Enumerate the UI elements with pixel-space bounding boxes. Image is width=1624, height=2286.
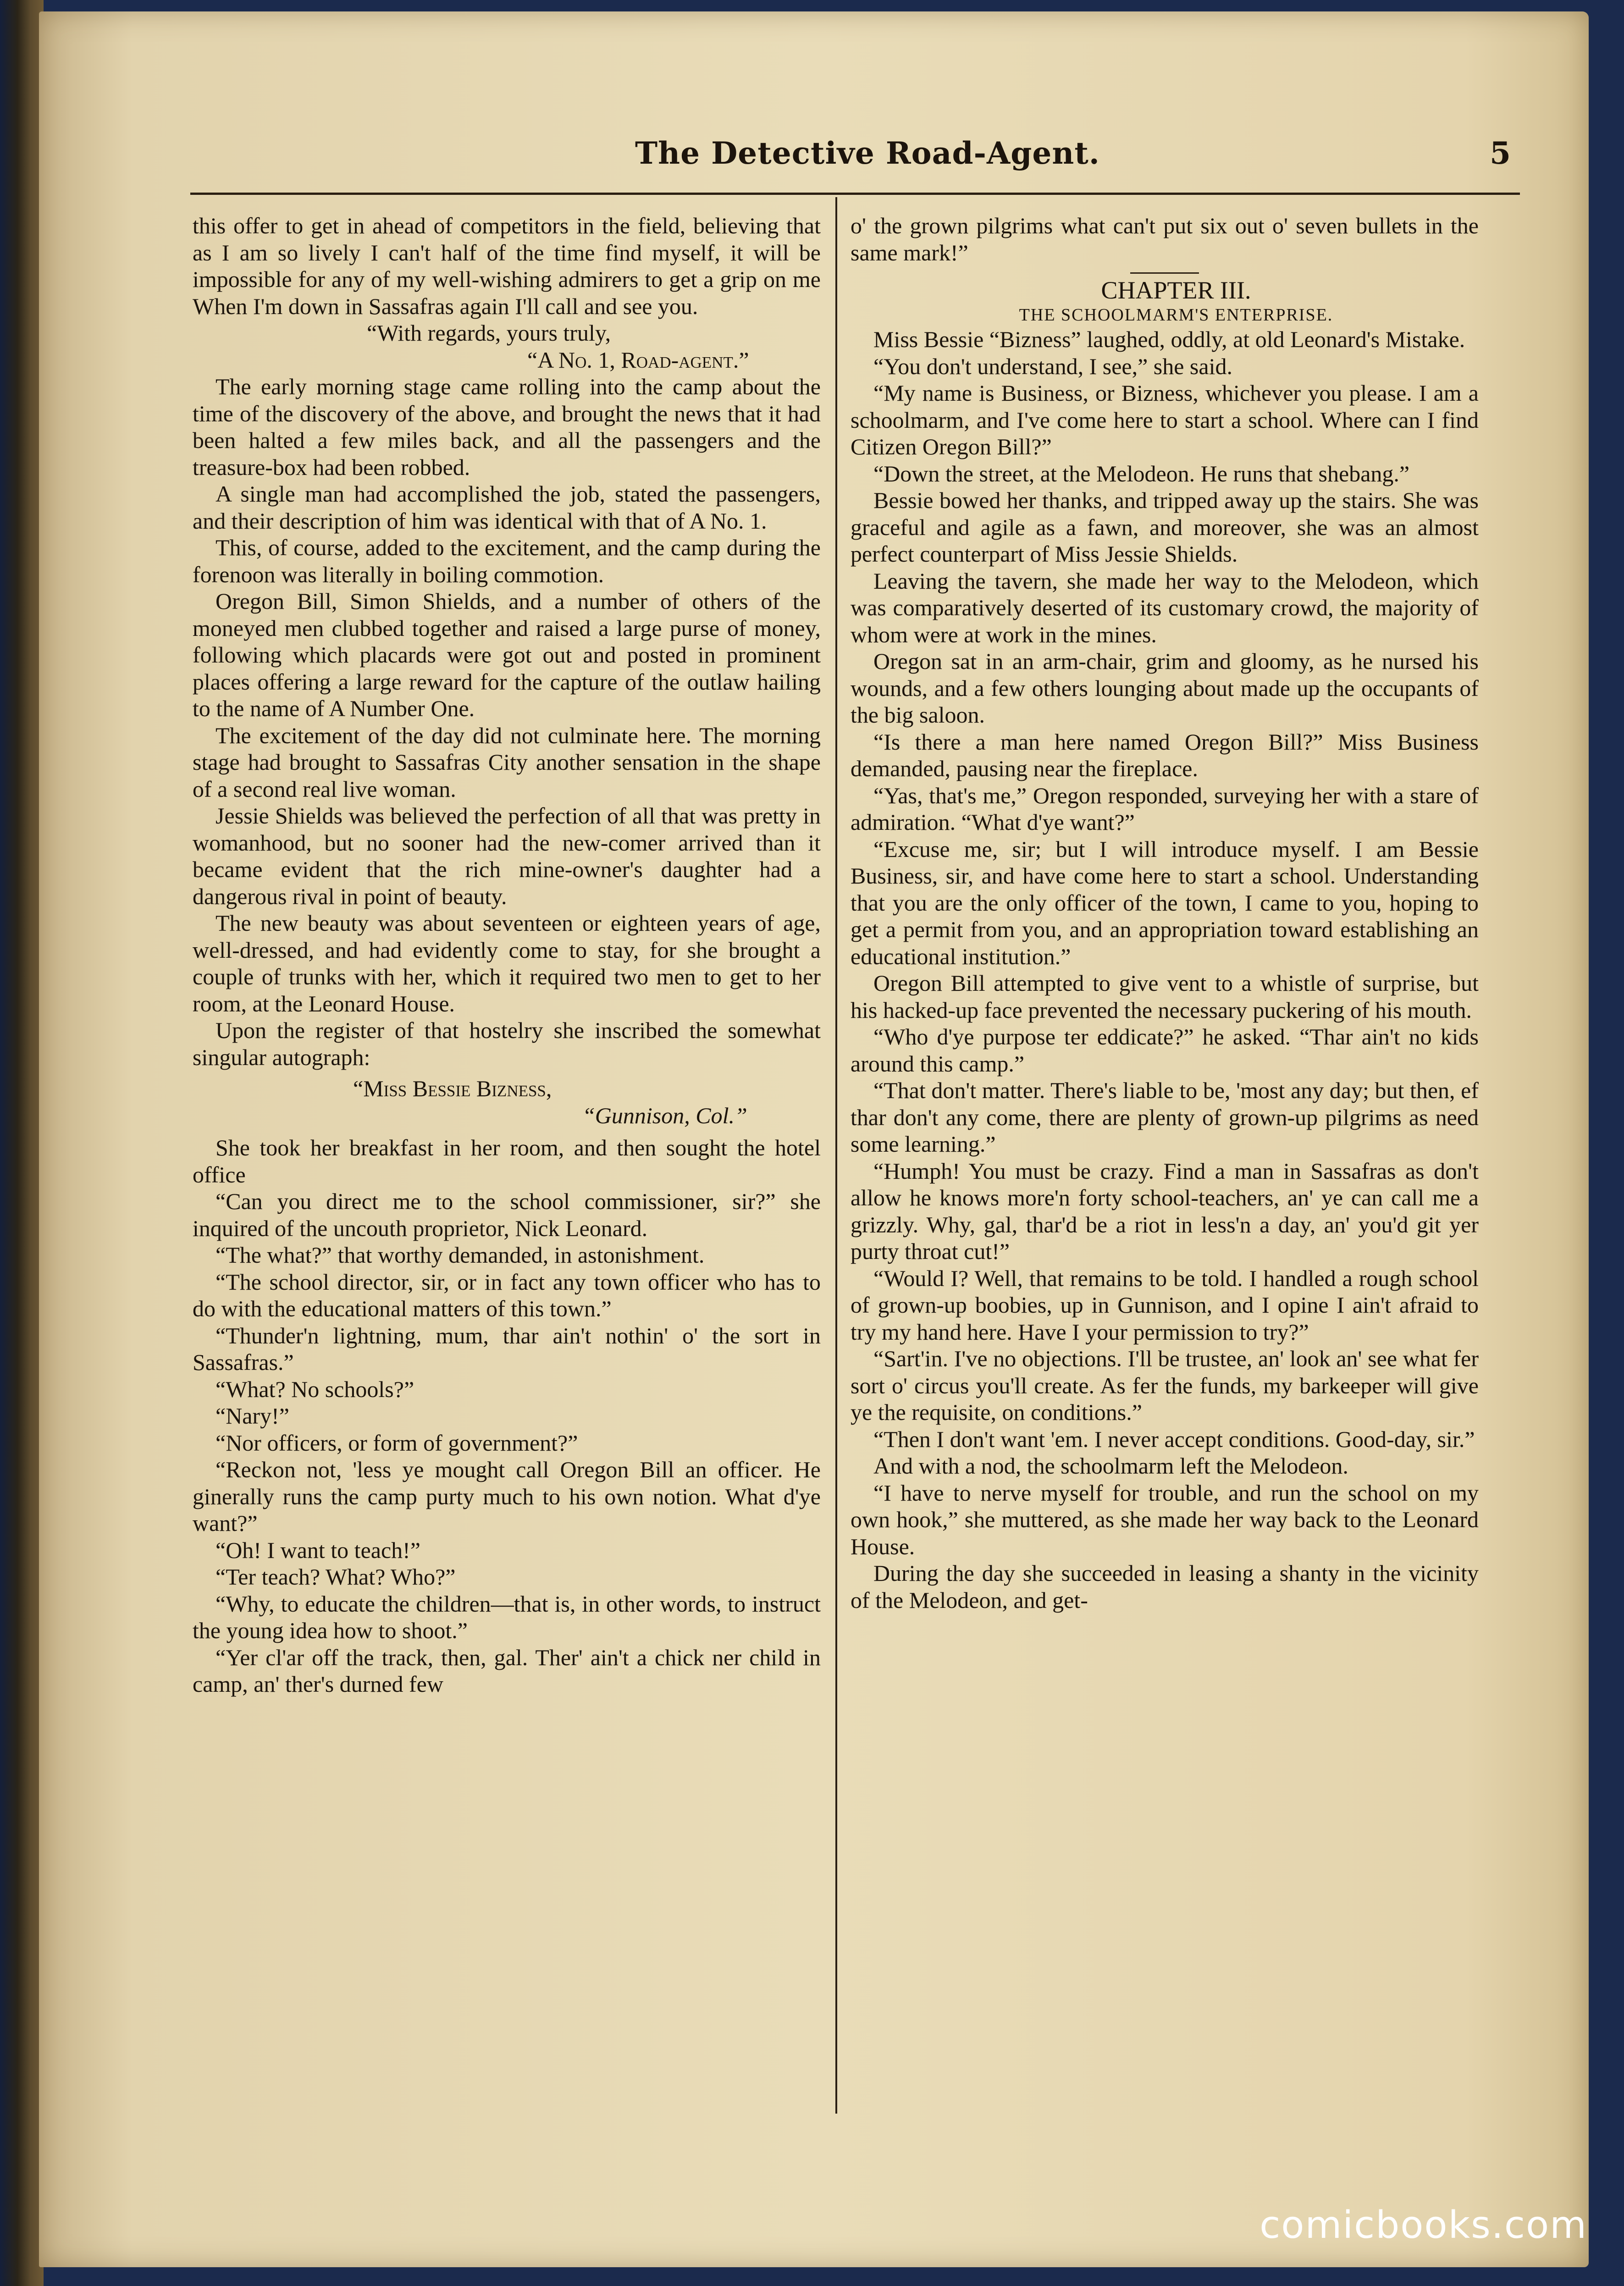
letter-signature: “A No. 1, Road-agent.” xyxy=(527,347,749,373)
paragraph: This, of course, added to the excitement, and the camp during the forenoon was literally in boiling commotion. xyxy=(193,535,821,587)
paragraph: Upon the register of that hostelry she inscribed the somewhat singular autograph: xyxy=(193,1017,821,1070)
paragraph: “Would I? Well, that remains to be told. I handled a rough school of grown-up boobies, up in Gunnison, and I opine I ain't afraid to try my hand here. Have I your permission to try?” xyxy=(851,1265,1479,1345)
paragraph: “The school director, sir, or in fact any town officer who has to do with the educational matters of this town.” xyxy=(193,1269,821,1321)
chapter-subtitle: THE SCHOOLMARM'S ENTERPRISE. xyxy=(1019,305,1333,325)
paragraph: She took her breakfast in her room, and then sought the hotel office xyxy=(193,1135,821,1187)
book-page xyxy=(39,11,1589,2267)
column-divider xyxy=(835,197,837,2114)
paragraph: “Yer cl'ar off the track, then, gal. Ther' ain't a chick ner child in camp, an' ther's durned few xyxy=(193,1644,821,1697)
book-spine xyxy=(0,0,44,2286)
paragraph: “Oh! I want to teach!” xyxy=(215,1537,420,1563)
paragraph: The excitement of the day did not culminate here. The morning stage had brought to Sassafras City another sensation in the shape of a second real live woman. xyxy=(193,722,821,802)
autograph-place: “Gunnison, Col.” xyxy=(582,1102,747,1128)
paragraph: Oregon Bill attempted to give vent to a whistle of surprise, but his hacked-up face prevented the necessary puckering of his mouth. xyxy=(851,970,1479,1023)
paragraph: Oregon sat in an arm-chair, grim and gloomy, as he nursed his wounds, and a few others lounging about made up the occupants of the big saloon. xyxy=(851,648,1479,728)
paragraph: “Reckon not, 'less ye mought call Oregon Bill an officer. He ginerally runs the camp purty much to his own notion. What d'ye want?” xyxy=(193,1457,821,1536)
paragraph: “Is there a man here named Oregon Bill?” Miss Business demanded, pausing near the fireplace. xyxy=(851,729,1479,781)
paragraph: “Why, to educate the children—that is, in other words, to instruct the young idea how to shoot.” xyxy=(193,1590,821,1643)
page-header xyxy=(195,135,1515,172)
paragraph: “Then I don't want 'em. I never accept conditions. Good-day, sir.” xyxy=(873,1426,1475,1452)
paragraph: Jessie Shields was believed the perfection of all that was pretty in womanhood, but no sooner had the new-comer arrived than it became evident that the rich mine-owner's daughter had a dangerous rival in point of beauty. xyxy=(193,803,821,909)
paragraph: “Humph! You must be crazy. Find a man in Sassafras as don't allow he knows more'n forty school-teachers, an' ye can call me a grizzly. Why, gal, thar'd be a riot in less'n a day, an' you'd git yer purty throat cut!” xyxy=(851,1158,1479,1264)
paragraph: “I have to nerve myself for trouble, and run the school on my own hook,” she muttered, as she made her way back to the Leonard House. xyxy=(851,1480,1479,1559)
paragraph: “Down the street, at the Melodeon. He runs that shebang.” xyxy=(873,460,1410,486)
paragraph: “Thunder'n lightning, mum, thar ain't nothin' o' the sort in Sassafras.” xyxy=(193,1322,821,1375)
paragraph: “The what?” that worthy demanded, in astonishment. xyxy=(215,1242,705,1268)
paragraph: this offer to get in ahead of competitors in the field, believing that as I am so lively I can't half of the time find myself, it will be impossible for any of my well-wishing admirers to get a grip on me When I'm down in Sassafras again I'll call and see you. xyxy=(193,213,821,319)
paragraph: “You don't understand, I see,” she said. xyxy=(873,353,1232,379)
paragraph: Leaving the tavern, she made her way to the Melodeon, which was comparatively deserted of its customary crowd, the majority of whom were at work in the mines. xyxy=(851,568,1479,647)
paragraph: “Can you direct me to the school commissioner, sir?” she inquired of the uncouth proprietor, Nick Leonard. xyxy=(193,1188,821,1241)
right-column xyxy=(851,212,1479,1613)
paragraph: Miss Bessie “Bizness” laughed, oddly, at old Leonard's Mistake. xyxy=(873,326,1465,352)
left-column xyxy=(193,212,821,1698)
autograph-name: “Miss Bessie Bizness, xyxy=(353,1076,552,1101)
paragraph: o' the grown pilgrims what can't put six out o' seven bullets in the same mark!” xyxy=(851,213,1479,265)
paragraph: “Ter teach? What? Who?” xyxy=(215,1564,456,1590)
paragraph: The new beauty was about seventeen or eighteen years of age, well-dressed, and had evidently come to stay, for she brought a couple of trunks with her, which it required two men to get to her room, at the Leonard House. xyxy=(193,910,821,1016)
paragraph: And with a nod, the schoolmarm left the Melodeon. xyxy=(873,1453,1348,1479)
source-watermark: comicbooks.com xyxy=(1259,2203,1587,2247)
paragraph: “Yas, that's me,” Oregon responded, surveying her with a stare of admiration. “What d'ye want?” xyxy=(851,782,1479,835)
running-title: The Detective Road-Agent. xyxy=(635,135,1100,171)
paragraph: Bessie bowed her thanks, and tripped away up the stairs. She was graceful and agile as a fawn, and moreover, she was an almost perfect counterpart of Miss Jessie Shields. xyxy=(851,487,1479,567)
page-number: 5 xyxy=(1490,135,1511,171)
letter-closing: “With regards, yours truly, xyxy=(367,320,611,346)
paragraph: The early morning stage came rolling into the camp about the time of the discovery of the above, and brought the news that it had been halted a few miles back, and all the passengers and the treasure-box had been robbed. xyxy=(193,374,821,480)
paragraph: “What? No schools?” xyxy=(215,1376,414,1402)
paragraph: “Nor officers, or form of government?” xyxy=(215,1430,578,1456)
paragraph: “Sart'in. I've no objections. I'll be trustee, an' look an' see what fer sort o' circus you'll create. As fer the funds, my barkeeper will give ye the requisite, on conditions.” xyxy=(851,1346,1479,1425)
chapter-title: CHAPTER III. xyxy=(1101,276,1251,304)
paragraph: A single man had accomplished the job, stated the passengers, and their description of him was identical with that of A No. 1. xyxy=(193,481,821,534)
paragraph: Oregon Bill, Simon Shields, and a number of others of the moneyed men clubbed together and raised a large purse of money, following which placards were got out and posted in prominent places offering a large reward for the capture of the outlaw hailing to the name of A Number One. xyxy=(193,588,821,721)
paragraph: “Nary!” xyxy=(215,1403,289,1429)
paragraph: “Who d'ye purpose ter eddicate?” he asked. “Thar ain't no kids around this camp.” xyxy=(851,1024,1479,1077)
paragraph: “My name is Business, or Bizness, whichever you please. I am a schoolmarm, and I've come here to start a school. Where can I find Citizen Oregon Bill?” xyxy=(851,380,1479,459)
section-rule xyxy=(1130,272,1199,274)
header-rule xyxy=(190,193,1520,195)
paragraph: “That don't matter. There's liable to be, 'most any day; but then, ef thar don't any come, there are plenty of grown-up pilgrims as need some learning.” xyxy=(851,1077,1479,1157)
paragraph: During the day she succeeded in leasing a shanty in the vicinity of the Melodeon, and get- xyxy=(851,1560,1479,1613)
paragraph: “Excuse me, sir; but I will introduce myself. I am Bessie Business, sir, and have come here to start a school. Understanding that you are the only officer of the town, I came to you, hoping to get a permit from you, and an appropriation toward establishing an educational institution.” xyxy=(851,836,1479,969)
